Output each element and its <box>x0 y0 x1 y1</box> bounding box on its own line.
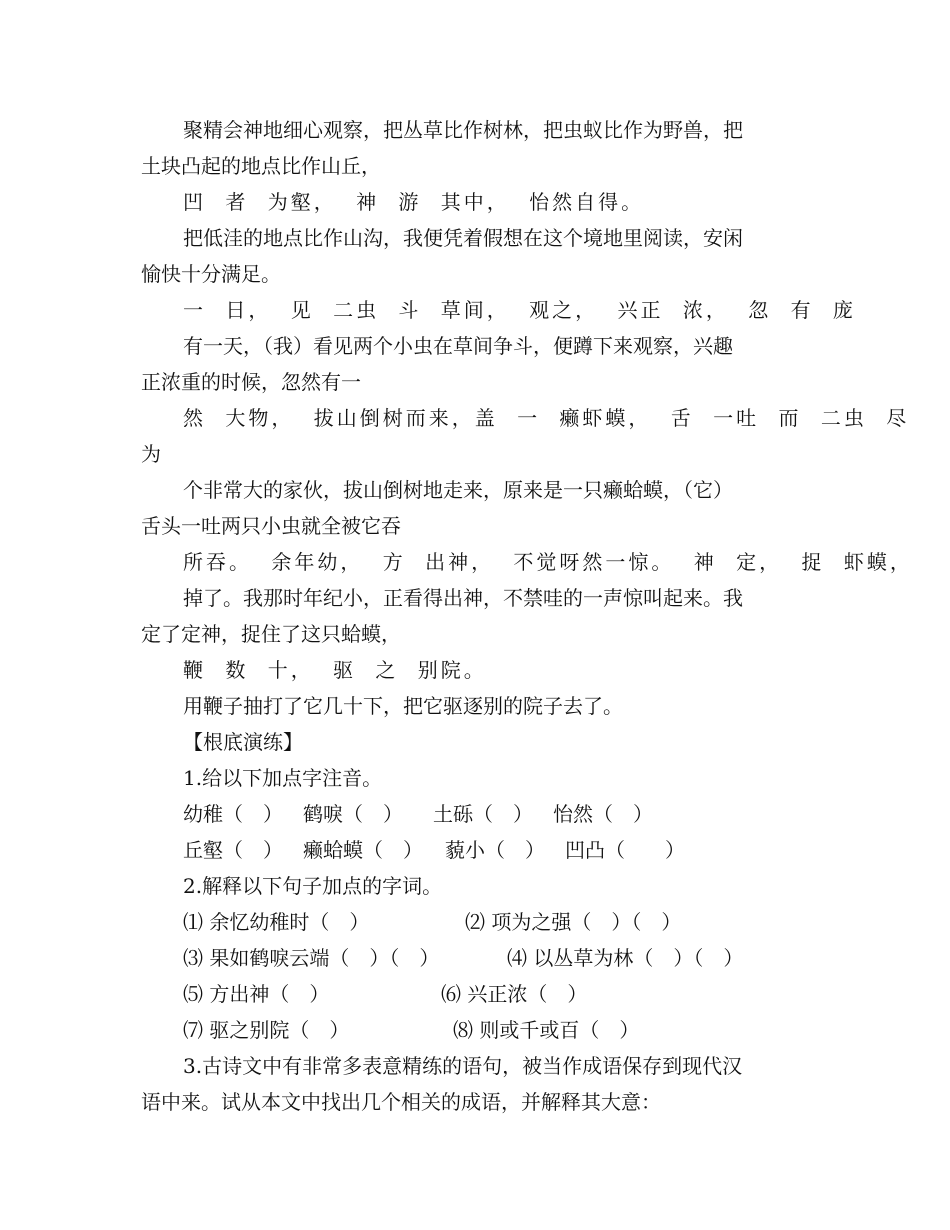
question-2: 2.解释以下句子加点的字词。 <box>183 874 443 898</box>
definition-item: ⑴ 余忆幼稚时（ ） <box>183 910 370 934</box>
definition-row <box>183 1012 810 1048</box>
paragraph-line: 土块凸起的地点比作山丘， <box>141 154 381 178</box>
classical-text-line: 所吞。 余年幼， 方 出神， 不觉呀然一惊。 神 定， 捉 虾蟆， <box>183 550 913 574</box>
classical-text-line: 一 日， 见 二虫 斗 草间， 观之， 兴正 浓， 忽 有 庞 <box>183 298 856 322</box>
pinyin-item: 丘壑（ ） <box>183 838 283 862</box>
classical-text-line: 鞭 数 十， 驱 之 别院。 <box>183 658 487 682</box>
paragraph-line: 定了定神，捉住了这只蛤蟆， <box>141 622 401 646</box>
paragraph-line: 愉快十分满足。 <box>141 262 281 286</box>
pinyin-item: 怡然（ ） <box>553 802 653 826</box>
paragraph-line: 舌头一吐两只小虫就全被它吞 <box>141 514 401 538</box>
definition-row <box>183 976 810 1012</box>
section-heading: 【根底演练】 <box>183 730 303 754</box>
pinyin-item: 鹤唳（ ） <box>303 802 403 826</box>
definition-row <box>183 904 810 940</box>
paragraph-line: 聚精会神地细心观察，把丛草比作树林，把虫蚁比作为野兽，把 <box>183 118 743 142</box>
pinyin-item: 凹凸（ ） <box>565 838 685 862</box>
paragraph-line: 用鞭子抽打了它几十下，把它驱逐别的院子去了。 <box>183 694 623 718</box>
paragraph-line: 正浓重的时候，忽然有一 <box>141 370 361 394</box>
question-3-continued: 语中来。试从本文中找出几个相关的成语，并解释其大意： <box>141 1090 661 1114</box>
definition-row <box>183 940 810 976</box>
pinyin-row <box>183 796 810 832</box>
definition-item: ⑺ 驱之别院（ ） <box>183 1018 350 1042</box>
definition-item: ⑸ 方出神（ ） <box>183 982 330 1006</box>
question-1: 1.给以下加点字注音。 <box>183 766 383 790</box>
pinyin-item: 幼稚（ ） <box>183 802 283 826</box>
pinyin-row <box>183 832 810 868</box>
paragraph-line: 把低洼的地点比作山沟，我便凭着假想在这个境地里阅读，安闲 <box>183 226 743 250</box>
pinyin-item: 土砾（ ） <box>433 802 533 826</box>
classical-text-line: 为 <box>141 442 161 466</box>
question-3: 3.古诗文中有非常多表意精练的语句，被当作成语保存到现代汉 <box>183 1054 743 1078</box>
pinyin-item: 癞蛤蟆（ ） <box>303 838 423 862</box>
pinyin-item: 藐小（ ） <box>445 838 545 862</box>
paragraph-line: 个非常大的家伙，拔山倒树地走来，原来是一只癞蛤蟆，（它） <box>183 478 733 502</box>
classical-text-line: 然 大物， 拔山倒树而来，盖 一 癞虾蟆， 舌 一吐 而 二虫 尽 <box>183 406 910 430</box>
definition-item: ⑻ 则或千或百（ ） <box>453 1018 640 1042</box>
classical-text-line: 凹 者 为壑， 神 游 其中， 怡然自得。 <box>183 190 645 214</box>
paragraph-line: 有一天，（我）看见两个小虫在草间争斗，便蹲下来观察，兴趣 <box>183 334 733 358</box>
paragraph-line: 掉了。我那时年纪小，正看得出神，不禁哇的一声惊叫起来。我 <box>183 586 743 610</box>
definition-item: ⑹ 兴正浓（ ） <box>441 982 588 1006</box>
definition-item: ⑵ 项为之强（ ）（ ） <box>465 910 682 934</box>
definition-item: ⑷ 以丛草为林（ ）（ ） <box>507 946 744 970</box>
definition-item: ⑶ 果如鹤唳云端（ ）（ ） <box>183 946 440 970</box>
